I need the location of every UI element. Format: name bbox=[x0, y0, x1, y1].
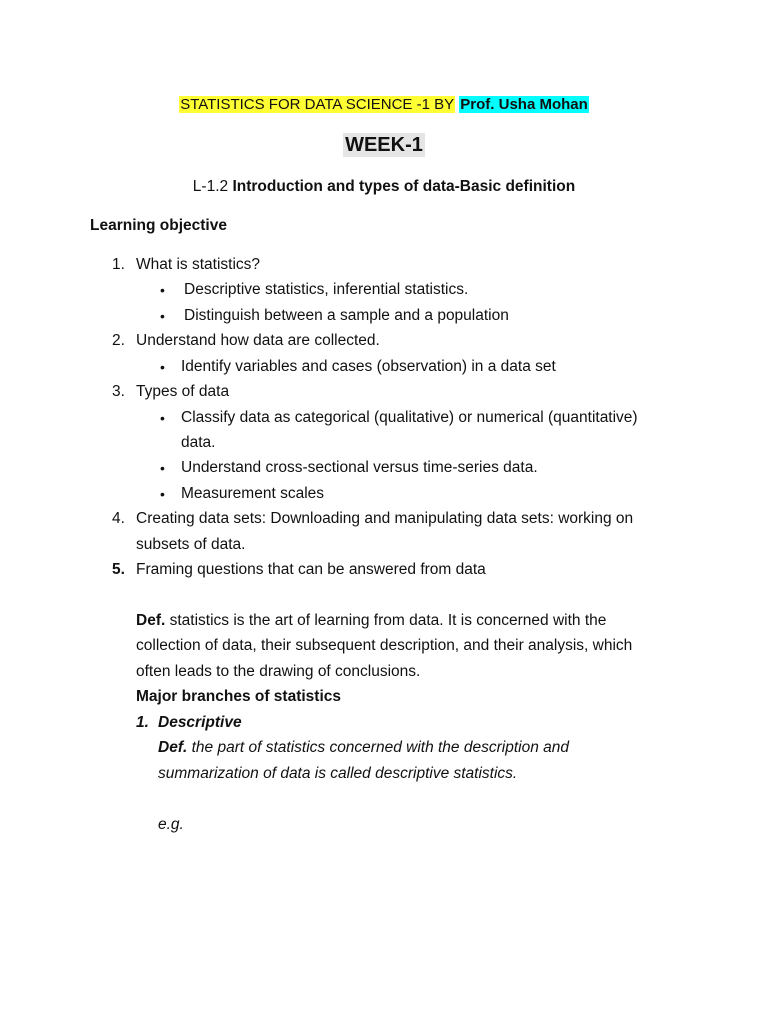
list-item-text: Framing questions that can be answered from data bbox=[136, 561, 486, 578]
list-number: 1. bbox=[112, 256, 125, 273]
sub-bullet-text: Understand cross-sectional versus time-series data. bbox=[181, 459, 538, 476]
week-heading bbox=[0, 134, 768, 157]
definition-label: Def. bbox=[136, 612, 166, 629]
sub-bullet-text: Classify data as categorical (qualitative) or numerical (quantitative) bbox=[181, 409, 638, 426]
branch-definition-label: Def. bbox=[158, 739, 188, 756]
sub-bullet-text: Distinguish between a sample and a population bbox=[184, 307, 509, 324]
definition-text: statistics is the art of learning from data. It is concerned with the bbox=[165, 612, 607, 629]
branches-heading: Major branches of statistics bbox=[136, 688, 342, 705]
definition-line bbox=[136, 610, 606, 632]
bullet-icon: • bbox=[160, 410, 165, 426]
sub-bullet-continuation: data. bbox=[181, 434, 216, 451]
list-number: 3. bbox=[112, 383, 125, 400]
bullet-icon: • bbox=[160, 460, 165, 476]
list-number: 2. bbox=[112, 332, 125, 349]
branch-definition-line bbox=[158, 737, 569, 759]
list-item bbox=[112, 330, 380, 352]
document-title bbox=[0, 94, 768, 116]
instructor-name: Prof. Usha Mohan bbox=[460, 96, 588, 113]
lesson-code: L-1.2 bbox=[192, 178, 229, 195]
branch-title: Descriptive bbox=[158, 714, 242, 731]
list-item-text: Creating data sets: Downloading and manipulating data sets: working on bbox=[136, 510, 634, 527]
bullet-icon: • bbox=[160, 359, 165, 375]
sub-bullet-text: Descriptive statistics, inferential statistics. bbox=[184, 281, 469, 298]
list-item-text: Understand how data are collected. bbox=[136, 332, 380, 349]
course-title: STATISTICS FOR DATA SCIENCE -1 BY bbox=[180, 96, 455, 113]
list-number: 4. bbox=[112, 510, 125, 527]
bullet-icon: • bbox=[160, 486, 165, 502]
branch-number: 1. bbox=[136, 714, 149, 731]
list-item bbox=[112, 559, 486, 581]
branch-definition-line: summarization of data is called descriptive statistics. bbox=[158, 765, 518, 782]
list-item-text: Types of data bbox=[136, 383, 230, 400]
list-item-continuation: subsets of data. bbox=[136, 536, 246, 553]
list-number: 5. bbox=[112, 561, 125, 578]
branch-definition-text: the part of statistics concerned with the description and bbox=[187, 739, 569, 756]
definition-line: collection of data, their subsequent description, and their analysis, which bbox=[136, 637, 633, 654]
definition-line: often leads to the drawing of conclusions. bbox=[136, 663, 421, 680]
list-item bbox=[112, 254, 261, 276]
list-item bbox=[112, 381, 230, 403]
week-label: WEEK-1 bbox=[345, 134, 423, 156]
sub-bullet-text: Identify variables and cases (observation) in a data set bbox=[181, 358, 556, 375]
branch-item bbox=[136, 712, 242, 734]
lesson-title: Introduction and types of data-Basic definition bbox=[232, 178, 576, 195]
bullet-icon: • bbox=[160, 308, 165, 324]
sub-bullet-text: Measurement scales bbox=[181, 485, 325, 502]
list-item bbox=[112, 508, 634, 530]
learning-objective-heading: Learning objective bbox=[90, 217, 227, 234]
example-label: e.g. bbox=[158, 816, 184, 833]
lesson-heading bbox=[0, 178, 768, 196]
list-item-text: What is statistics? bbox=[136, 256, 261, 273]
bullet-icon: • bbox=[160, 282, 165, 298]
